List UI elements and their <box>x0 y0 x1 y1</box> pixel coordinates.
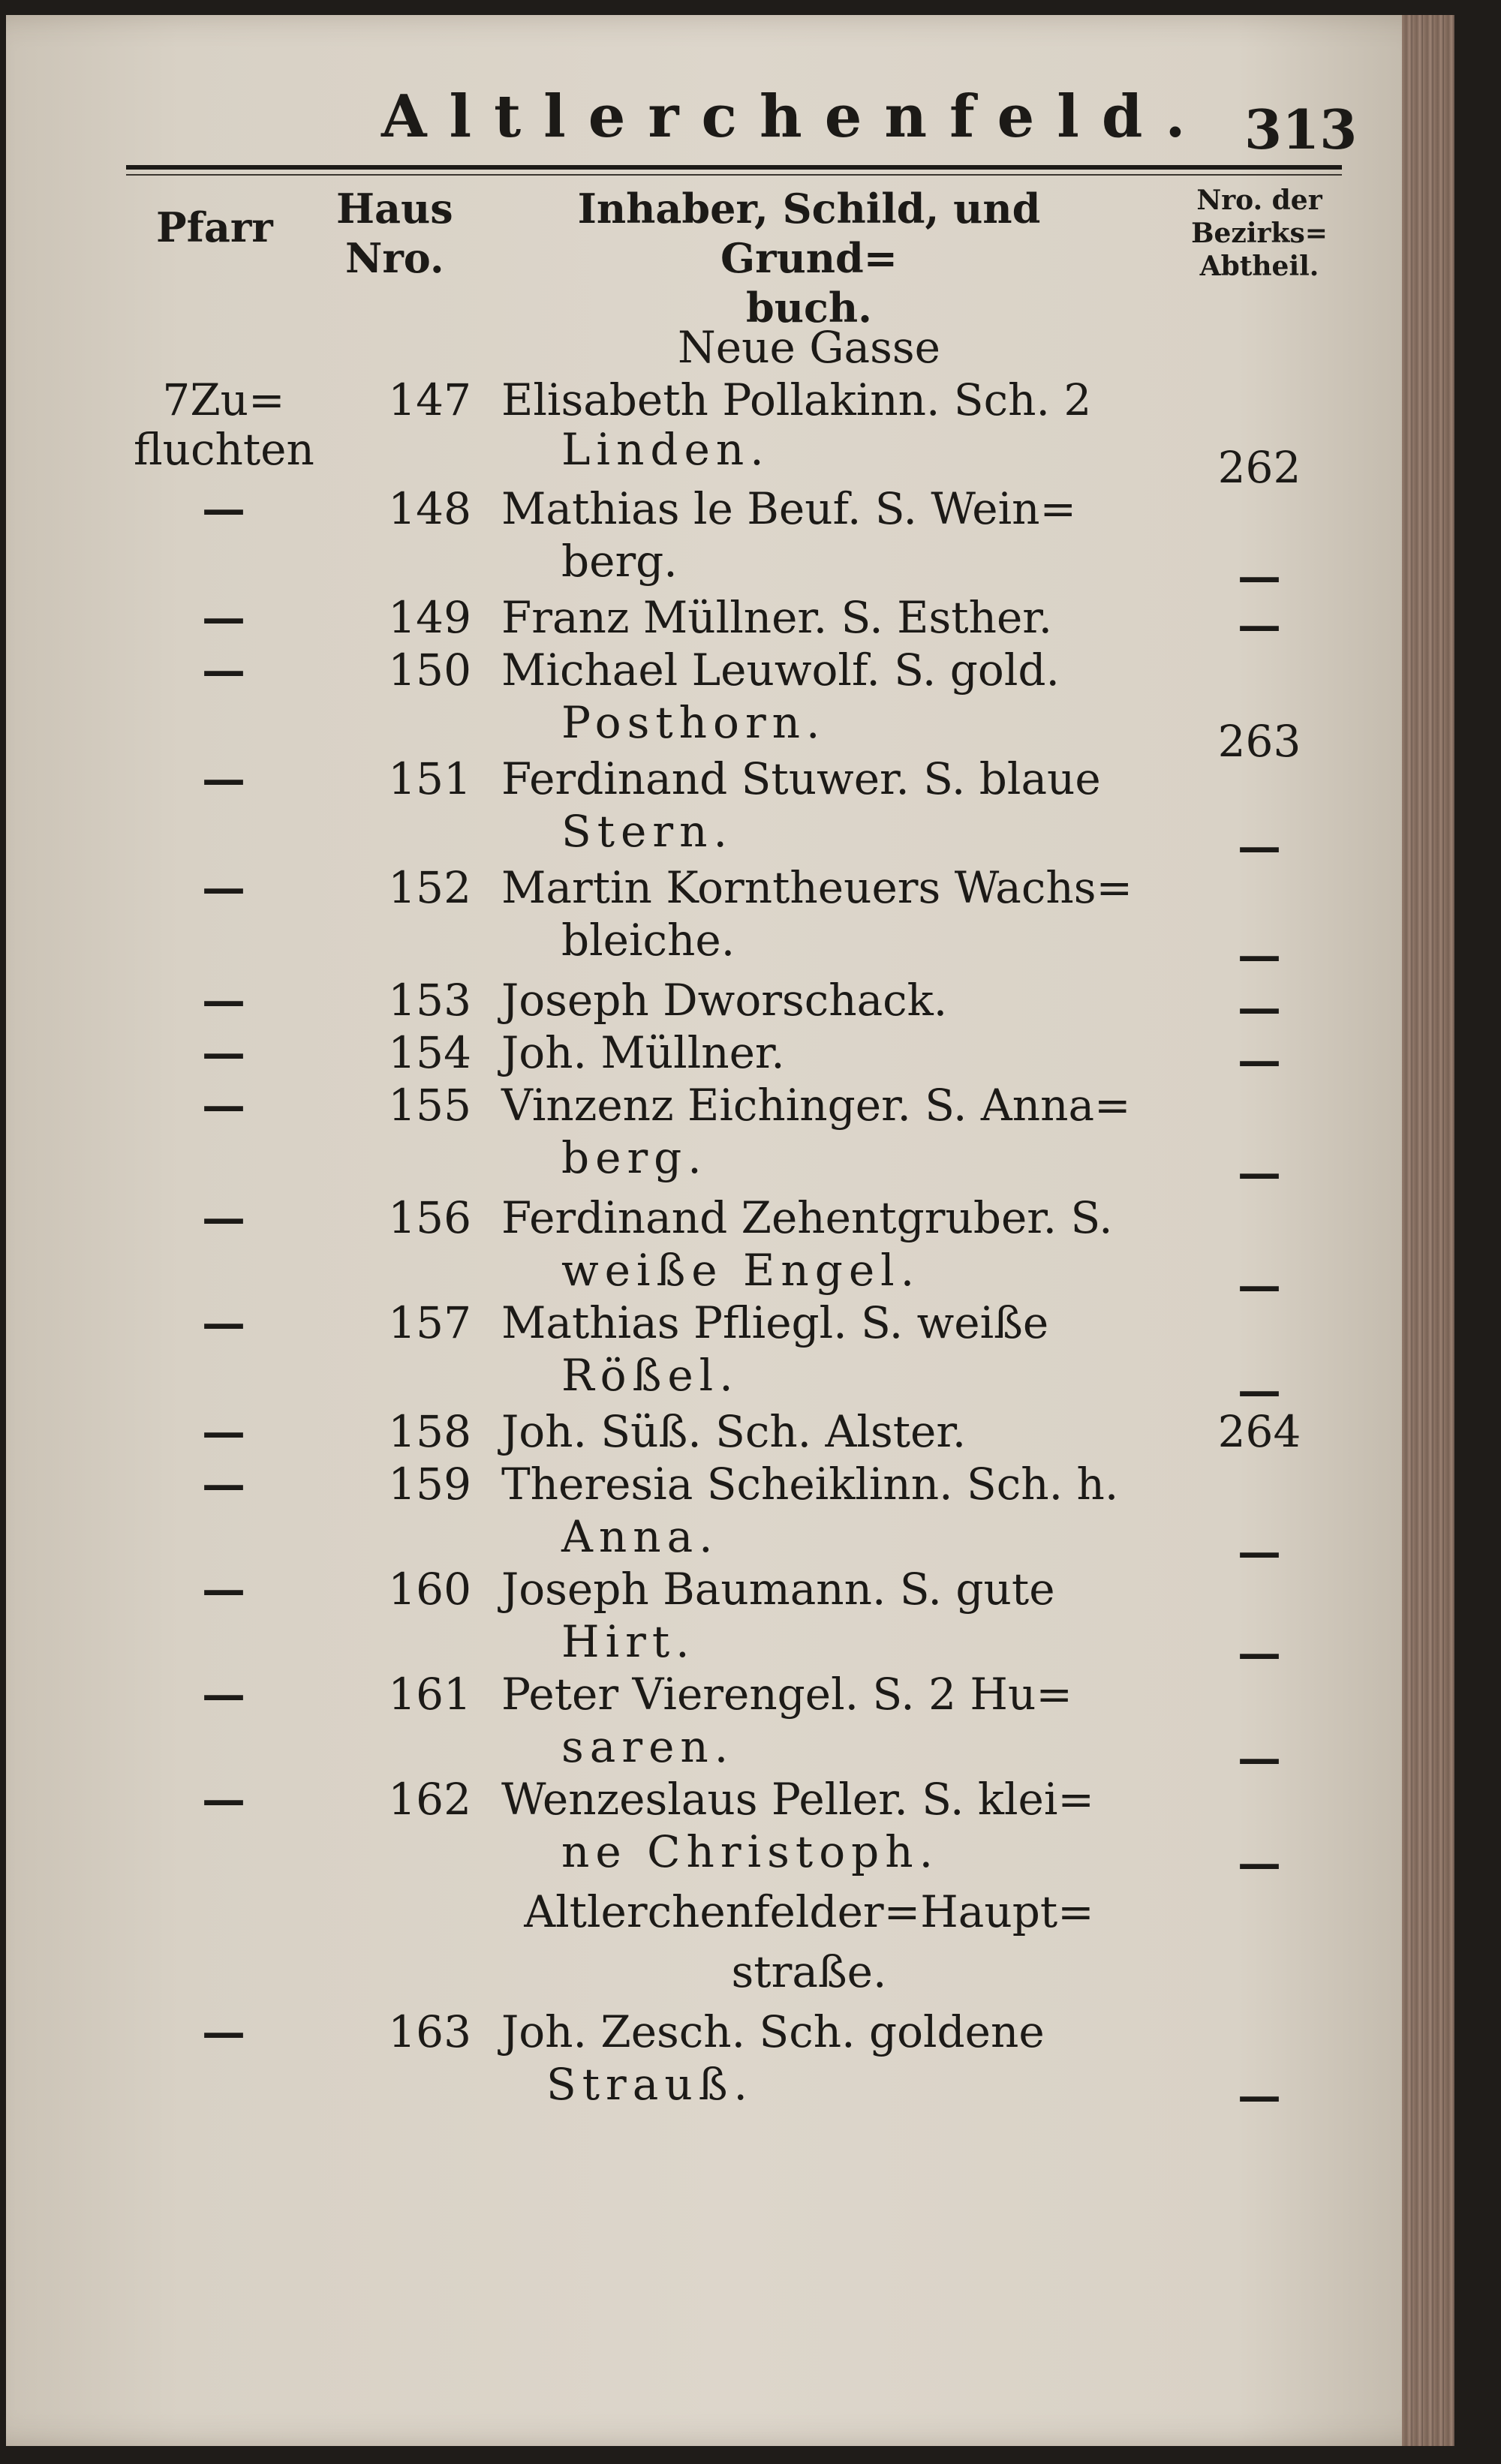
row-160-name-line1: Joseph Baumann. S. gute <box>501 1564 1055 1615</box>
row-152-name-line2: bleiche. <box>561 915 735 966</box>
row-156-bezirk: — <box>1238 1260 1281 1311</box>
row-150-name-line1: Michael Leuwolf. S. gold. <box>501 645 1060 696</box>
row-148-name-line2: berg. <box>561 536 678 587</box>
row-148-haus: 148 <box>388 483 471 534</box>
row-155-name-line2: berg. <box>561 1132 708 1183</box>
row-154-bezirk: — <box>1238 1035 1281 1086</box>
section-heading-hauptstrasse-line1: Altlerchenfelder=Haupt= <box>524 1886 1094 1937</box>
row-155-bezirk: — <box>1238 1147 1281 1198</box>
book-page <box>6 15 1454 2446</box>
column-header-bezirk-line3: Abtheil. <box>1199 251 1319 282</box>
row-155-pfarr: — <box>202 1080 245 1131</box>
running-head <box>6 75 1402 161</box>
running-title: Altlerchenfeld. <box>381 83 1208 151</box>
row-160-bezirk: — <box>1238 1627 1281 1678</box>
row-152-bezirk: — <box>1238 930 1281 981</box>
row-159-name-line1: Theresia Scheiklinn. Sch. h. <box>501 1459 1119 1510</box>
row-147-pfarr-line2: fluchten <box>134 424 314 475</box>
row-149-name-line1: Franz Müllner. S. Esther. <box>501 592 1053 643</box>
row-150-pfarr: — <box>202 645 245 696</box>
row-163-bezirk: — <box>1238 2070 1281 2121</box>
row-152-pfarr: — <box>202 862 245 913</box>
row-155-haus: 155 <box>388 1080 471 1131</box>
row-162-pfarr: — <box>202 1774 245 1825</box>
row-147-pfarr-line1: 7Zu= <box>162 374 285 425</box>
row-157-bezirk: — <box>1238 1365 1281 1416</box>
row-163-name-line1: Joh. Zesch. Sch. goldene <box>501 2006 1045 2057</box>
row-159-pfarr: — <box>202 1459 245 1510</box>
row-150-bezirk: 263 <box>1217 716 1301 767</box>
row-147-bezirk: 262 <box>1217 442 1301 493</box>
row-156-name-line2: weiße Engel. <box>561 1245 921 1296</box>
row-161-name-line2: saren. <box>561 1721 735 1772</box>
row-159-name-line2: Anna. <box>561 1511 719 1562</box>
row-154-haus: 154 <box>388 1027 471 1078</box>
row-151-haus: 151 <box>388 753 471 804</box>
row-161-pfarr: — <box>202 1669 245 1720</box>
row-162-bezirk: — <box>1238 1837 1281 1889</box>
row-161-bezirk: — <box>1238 1732 1281 1783</box>
row-152-name-line1: Martin Korntheuers Wachs= <box>501 862 1133 913</box>
row-158-bezirk: 264 <box>1217 1406 1301 1457</box>
row-162-name-line2: ne Christoph. <box>561 1826 940 1877</box>
row-147-name-line1: Elisabeth Pollakinn. Sch. 2 <box>501 374 1092 425</box>
row-150-haus: 150 <box>388 645 471 696</box>
row-163-pfarr: — <box>202 2006 245 2057</box>
row-159-bezirk: — <box>1238 1526 1281 1577</box>
row-163-haus: 163 <box>388 2006 471 2057</box>
row-148-bezirk: — <box>1238 551 1281 602</box>
row-147-name-line2: Linden. <box>561 424 770 475</box>
row-158-pfarr: — <box>202 1406 245 1457</box>
row-147-haus: 147 <box>388 374 471 425</box>
row-151-bezirk: — <box>1238 821 1281 872</box>
column-header-bezirk-line2: Bezirks= <box>1191 218 1328 249</box>
row-157-pfarr: — <box>202 1297 245 1348</box>
row-160-haus: 160 <box>388 1564 471 1615</box>
page-number: 313 <box>1244 98 1358 161</box>
header-rule <box>126 165 1342 170</box>
row-153-bezirk: — <box>1238 982 1281 1033</box>
row-158-haus: 158 <box>388 1406 471 1457</box>
row-150-name-line2: Posthorn. <box>561 697 826 748</box>
row-157-haus: 157 <box>388 1297 471 1348</box>
row-149-bezirk: — <box>1238 599 1281 651</box>
column-header-inhaber-line2: buch. <box>746 284 872 332</box>
row-155-name-line1: Vinzenz Eichinger. S. Anna= <box>501 1080 1131 1131</box>
row-153-name-line1: Joseph Dworschack. <box>501 975 948 1026</box>
row-160-pfarr: — <box>202 1564 245 1615</box>
row-161-name-line1: Peter Vierengel. S. 2 Hu= <box>501 1669 1072 1720</box>
row-151-pfarr: — <box>202 753 245 804</box>
row-158-name-line1: Joh. Süß. Sch. Alster. <box>501 1406 967 1457</box>
row-154-pfarr: — <box>202 1027 245 1078</box>
row-154-name-line1: Joh. Müllner. <box>501 1027 785 1078</box>
row-148-pfarr: — <box>202 483 245 534</box>
row-159-haus: 159 <box>388 1459 471 1510</box>
row-157-name-line2: Rößel. <box>561 1350 739 1401</box>
row-149-pfarr: — <box>202 592 245 643</box>
page-edge <box>1402 15 1454 2446</box>
row-148-name-line1: Mathias le Beuf. S. Wein= <box>501 483 1077 534</box>
header-rule-thin <box>126 174 1342 176</box>
row-162-haus: 162 <box>388 1774 471 1825</box>
row-149-haus: 149 <box>388 592 471 643</box>
row-151-name-line1: Ferdinand Stuwer. S. blaue <box>501 753 1101 804</box>
section-heading-hauptstrasse-line2: straße. <box>731 1946 887 1997</box>
column-header-bezirk-line1: Nro. der <box>1196 185 1322 216</box>
section-heading-neue-gasse: Neue Gasse <box>678 322 940 373</box>
column-header-inhaber-line1: Inhaber, Schild, und Grund= <box>577 185 1041 282</box>
column-header-inhaber <box>501 184 1117 332</box>
row-152-haus: 152 <box>388 862 471 913</box>
column-header-haus <box>336 184 453 283</box>
column-header-haus-line2: Nro. <box>344 234 444 282</box>
row-151-name-line2: Stern. <box>561 806 733 857</box>
row-156-pfarr: — <box>202 1192 245 1243</box>
row-163-name-line2: Strauß. <box>546 2059 754 2110</box>
row-161-haus: 161 <box>388 1669 471 1720</box>
row-160-name-line2: Hirt. <box>561 1616 696 1667</box>
row-156-name-line1: Ferdinand Zehentgruber. S. <box>501 1192 1113 1243</box>
row-153-pfarr: — <box>202 975 245 1026</box>
column-header-bezirk <box>1177 184 1342 283</box>
row-162-name-line1: Wenzeslaus Peller. S. klei= <box>501 1774 1094 1825</box>
row-156-haus: 156 <box>388 1192 471 1243</box>
column-header-haus-line1: Haus <box>336 185 453 233</box>
row-153-haus: 153 <box>388 975 471 1026</box>
column-header-pfarr: Pfarr <box>156 203 273 251</box>
row-157-name-line1: Mathias Pfliegl. S. weiße <box>501 1297 1049 1348</box>
